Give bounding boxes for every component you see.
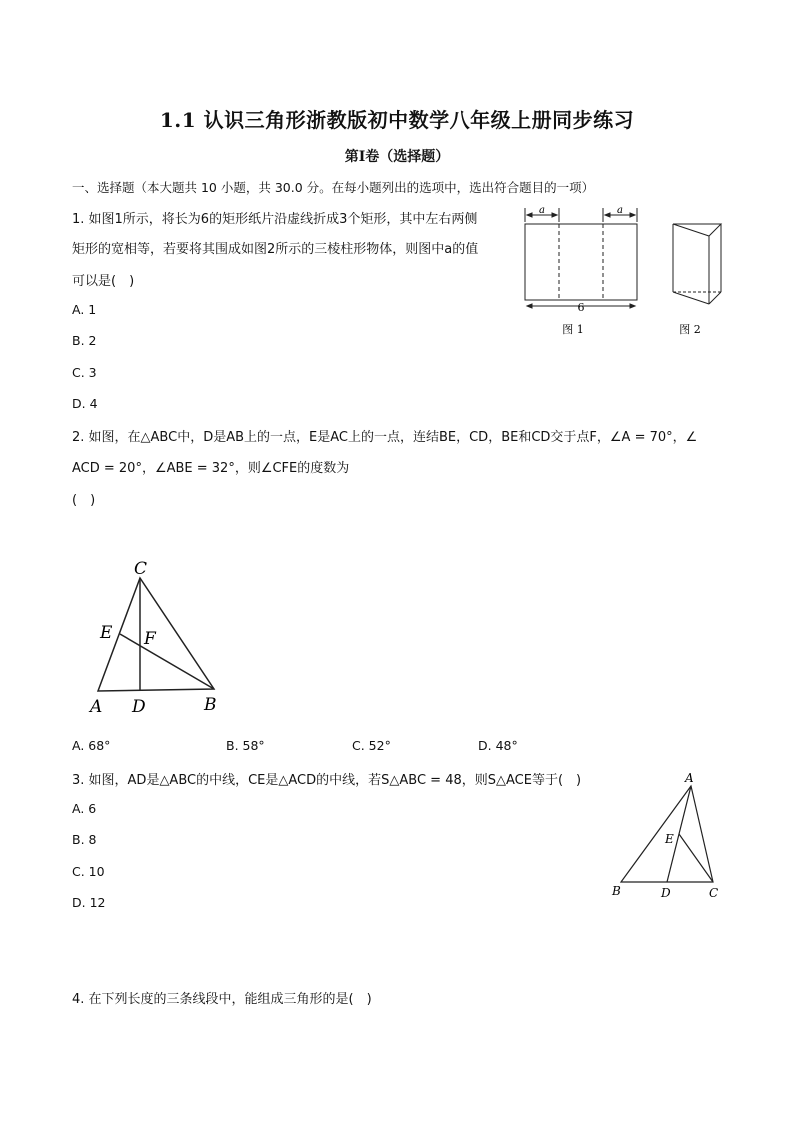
q2-label-c: C [134, 559, 148, 579]
q3-option-c[interactable]: C. 10 [72, 864, 105, 879]
q3-triangle-figure [605, 768, 735, 903]
q4-stem: 4. 在下列长度的三条线段中，能组成三角形的是( ) [72, 992, 372, 1007]
fig1-a-right: a [617, 205, 623, 216]
page-title: 1.1 认识三角形浙教版初中数学八年级上册同步练习 [159, 108, 635, 132]
q1-option-c[interactable]: C. 3 [72, 365, 97, 380]
figure2-prism [673, 224, 721, 304]
q2-stem-line1: 2. 如图，在△ABC中，D是AB上的一点，E是AC上的一点，连结BE，CD，BE和CD交于点F，∠A = 70°，∠ [72, 430, 698, 445]
q2-label-a: A [90, 697, 103, 717]
fig1-length: 6 [577, 301, 585, 314]
fig1-a-left: a [539, 205, 545, 216]
q3-option-d[interactable]: D. 12 [72, 895, 106, 910]
fig2-caption: 图 2 [679, 323, 701, 336]
figure1-rectangle [525, 208, 637, 308]
q2-option-a[interactable]: A. 68° [72, 738, 111, 753]
q3-label-c: C [709, 886, 719, 900]
q3-option-a[interactable]: A. 6 [72, 801, 97, 816]
q2-label-f: F [144, 629, 156, 649]
q1-stem-line2: 矩形的宽相等，若要将其围成如图2所示的三棱柱形物体，则图中a的值 [72, 242, 479, 257]
q3-stem: 3. 如图，AD是△ABC的中线，CE是△ACD的中线，若S△ABC = 48，则S△ACE等于( ) [72, 773, 582, 788]
q3-label-a: A [685, 771, 694, 785]
section-heading: 一、选择题（本大题共 10 小题，共 30.0 分。在每小题列出的选项中，选出符合题目的一项） [72, 180, 595, 195]
q1-stem-line3: 可以是( ) [72, 274, 135, 289]
q2-option-b[interactable]: B. 58° [226, 738, 265, 753]
q1-option-a[interactable]: A. 1 [72, 302, 97, 317]
q2-stem-line2: ACD = 20°，∠ABE = 32°，则∠CFE的度数为 [72, 461, 350, 476]
q2-triangle-figure [86, 556, 236, 721]
q2-option-c[interactable]: C. 52° [352, 738, 391, 753]
q3-option-b[interactable]: B. 8 [72, 832, 97, 847]
q2-stem-line3: ( ) [72, 493, 96, 508]
q2-label-b: B [204, 695, 217, 715]
q1-option-d[interactable]: D. 4 [72, 396, 98, 411]
q3-label-e: E [665, 832, 674, 846]
q2-option-d[interactable]: D. 48° [478, 738, 518, 753]
q1-stem-line1: 1. 如图1所示，将长为6的矩形纸片沿虚线折成3个矩形，其中左右两侧 [72, 212, 478, 227]
q1-option-b[interactable]: B. 2 [72, 333, 97, 348]
q3-label-d: D [661, 886, 671, 900]
q2-label-e: E [100, 623, 113, 643]
q2-label-d: D [132, 697, 146, 717]
q3-label-b: B [612, 884, 621, 898]
q1-figure [515, 200, 735, 345]
section-subtitle: 第Ⅰ卷（选择题） [344, 149, 450, 165]
fig1-caption: 图 1 [562, 323, 584, 336]
